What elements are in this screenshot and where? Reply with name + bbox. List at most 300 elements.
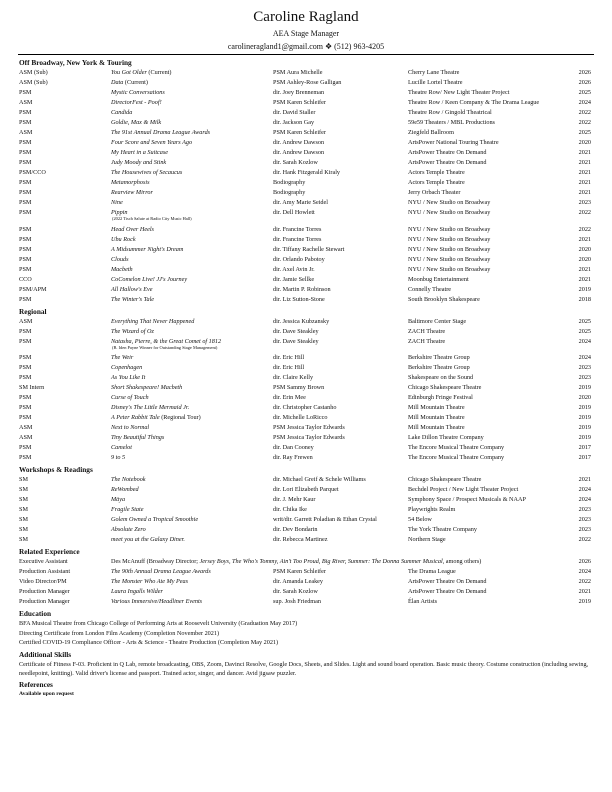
credit-title — [111, 317, 194, 327]
credit-director: dir. Liz Sutton-Stone — [273, 295, 325, 303]
credit-year: 2022 — [578, 119, 591, 126]
section-heading: Regional — [19, 306, 47, 316]
separator-icon: ❖ — [324, 42, 333, 51]
credit-year: 2023 — [578, 526, 591, 533]
credit-director: dir. Dell Howlett — [273, 209, 315, 216]
credit-venue: Actors Temple Theatre — [408, 179, 465, 186]
credit-year: 2023 — [578, 374, 591, 381]
credit-venue: Chicago Shakespeare Theatre — [408, 476, 482, 483]
related-title — [111, 567, 211, 577]
credit-section — [19, 306, 591, 464]
credit-director: Bodiography — [273, 189, 306, 196]
section-heading: Off Broadway, New York & Touring — [19, 58, 132, 67]
credit-venue: Bechdel Project / New Light Theater Project — [408, 486, 519, 493]
credit-year: 2025 — [578, 89, 591, 96]
credit-venue: Actors Temple Theatre — [408, 169, 465, 176]
credit-row — [19, 353, 591, 363]
credit-director: PSM Jessica Taylor Edwards — [273, 424, 345, 431]
title-note: (Current) — [146, 69, 172, 76]
credit-row — [19, 413, 591, 423]
credit-director: dir. Claire Kelly — [273, 374, 314, 381]
credit-venue: ArtsPower Theatre On Demand — [408, 159, 487, 166]
credit-year: 2020 — [578, 255, 591, 263]
credit-year: 2019 — [578, 285, 591, 293]
section-heading: Workshops & Readings — [19, 465, 93, 474]
credit-role: PSM — [19, 149, 32, 156]
phone-number: (512) 963-4205 — [334, 42, 385, 51]
credit-role: PSM — [19, 414, 32, 421]
credit-title — [111, 403, 189, 413]
show-title: 9 to 5 — [111, 454, 126, 461]
credit-row — [19, 475, 591, 485]
related-rows — [19, 567, 591, 607]
credit-director: dir. Joey Brenneman — [273, 89, 325, 96]
credit-venue: Connelly Theatre — [408, 285, 452, 293]
resume-name: Caroline Ragland — [253, 9, 359, 25]
credit-title — [111, 475, 146, 485]
credit-title — [111, 178, 150, 188]
show-title: Data — [111, 79, 124, 86]
credit-venue: Theatre Row/ New Light Theater Project — [408, 89, 510, 96]
related-detail: Des McAnuff (Broadway Director; Jersey Boys, The Who's Tommy, Ain't Too Proud, Big River, Summer: The Donna Summer Musical, among others) — [111, 558, 482, 565]
show-title: You Got Older — [111, 69, 147, 76]
credit-role: PSM — [19, 337, 32, 345]
credit-year: 2021 — [578, 149, 591, 156]
credit-director: Bodiography — [273, 179, 306, 186]
header-divider — [18, 54, 594, 55]
related-company: ArtsPower Theatre On Demand — [408, 588, 487, 595]
credit-year: 2026 — [578, 69, 591, 76]
credit-director: dir. Hank Fitzgerald Kiraly — [273, 169, 341, 176]
credit-director: dir. Jamie Sellke — [273, 275, 315, 283]
credit-title — [111, 453, 125, 463]
credit-role: SM Intern — [19, 384, 45, 391]
credit-venue: Mill Mountain Theatre — [408, 424, 465, 431]
show-title: Four Score and Seven Years Ago — [111, 139, 193, 146]
credit-row — [19, 158, 591, 168]
credit-director: PSM Karen Schleifer — [273, 99, 326, 106]
credit-title — [111, 255, 129, 265]
related-row — [19, 597, 591, 607]
credit-venue: Ziegfeld Ballroom — [408, 129, 454, 136]
credit-role: SM — [19, 516, 28, 523]
credit-row — [19, 225, 591, 235]
credit-venue: The York Theatre Company — [408, 526, 477, 533]
show-title: Goldie, Max & Milk — [111, 119, 162, 126]
credit-role: PSM — [19, 295, 32, 303]
show-title: Fragile State — [111, 506, 144, 513]
credit-year: 2019 — [578, 434, 591, 441]
credit-title — [111, 383, 182, 393]
credit-row — [19, 208, 591, 225]
credit-year: 2021 — [578, 189, 591, 196]
credit-venue: NYU / New Studio on Broadway — [408, 235, 491, 243]
credit-year: 2019 — [578, 424, 591, 431]
show-title: Disney's The Little Mermaid Jr. — [111, 404, 190, 411]
credit-row — [19, 138, 591, 148]
show-title: As You Like It — [111, 374, 146, 381]
credit-title — [111, 158, 166, 168]
credit-title — [111, 485, 139, 495]
credit-role: SM — [19, 536, 28, 543]
credit-role: SM — [19, 486, 28, 493]
credit-row — [19, 403, 591, 413]
credit-row — [19, 255, 591, 265]
show-title: Mystic Conversations — [111, 89, 165, 96]
credit-row — [19, 118, 591, 128]
credit-venue: Lake Dillon Theatre Company — [408, 434, 484, 441]
related-year: 2026 — [578, 558, 591, 565]
credit-role: SM — [19, 496, 28, 503]
credit-title — [111, 168, 182, 178]
credit-director: PSM Karen Schleifer — [273, 129, 326, 136]
credit-row — [19, 78, 591, 88]
credit-row — [19, 393, 591, 403]
section-heading: Related Experience — [19, 547, 80, 556]
show-title: My Heart in a Suitcase — [111, 149, 169, 156]
credit-venue: Berkshire Theatre Group — [408, 364, 470, 371]
credit-row — [19, 525, 591, 535]
credit-row — [19, 317, 591, 327]
credit-row — [19, 188, 591, 198]
credit-row — [19, 148, 591, 158]
related-supervisor: sup. Josh Friedman — [273, 598, 321, 605]
credit-year: 2025 — [578, 129, 591, 136]
credit-title — [111, 535, 185, 545]
credit-title — [111, 413, 201, 423]
credit-title — [111, 373, 145, 383]
credit-title — [111, 275, 187, 285]
credit-venue: Symphony Space / Prospect Musicals & NAAP — [408, 496, 526, 503]
credit-year: 2021 — [578, 179, 591, 186]
related-supervisor: PSM Karen Schleifer — [273, 568, 326, 575]
related-row — [19, 567, 591, 577]
credit-director: PSM Jessica Taylor Edwards — [273, 434, 345, 441]
credit-title — [111, 423, 149, 433]
credit-role: PSM — [19, 454, 32, 461]
credit-role: SM — [19, 526, 28, 533]
credit-year: 2022 — [578, 536, 591, 543]
credit-year: 2020 — [578, 139, 591, 146]
credit-title — [111, 148, 168, 158]
contact-line — [0, 42, 612, 51]
credit-title — [111, 295, 154, 305]
credit-director: dir. Lori Elizabeth Parquet — [273, 486, 339, 493]
credit-title — [111, 433, 164, 443]
credit-venue: Mill Mountain Theatre — [408, 414, 465, 421]
credit-year: 2021 — [578, 235, 591, 243]
credit-director: dir. Jessica Kubzansky — [273, 317, 330, 325]
credit-director: dir. Orlando Pabotoy — [273, 255, 325, 263]
credit-title — [111, 327, 154, 337]
related-show: Various Immersive/Headliner Events — [111, 598, 203, 605]
title-note: (Regional Tour) — [159, 414, 201, 421]
related-supervisor: dir. Sarah Kozlow — [273, 588, 318, 595]
related-experience-section — [19, 546, 591, 607]
credit-section — [19, 464, 591, 545]
credit-venue: ZACH Theatre — [408, 327, 446, 335]
credit-row — [19, 383, 591, 393]
credit-year: 2024 — [578, 486, 591, 493]
credit-row — [19, 505, 591, 515]
credit-venue: Berkshire Theatre Group — [408, 354, 470, 361]
credit-role: PSM — [19, 444, 32, 451]
references-text: Available upon request — [19, 690, 74, 697]
credit-director: dir. David Staller — [273, 109, 316, 116]
credit-role: ASM (Sub) — [19, 69, 48, 76]
credit-year: 2023 — [578, 516, 591, 523]
credit-row — [19, 373, 591, 383]
credit-year: 2021 — [578, 265, 591, 273]
credit-role: SM — [19, 476, 28, 483]
credit-director: dir. Rebecca Martinez — [273, 536, 328, 543]
credit-director: dir. Amy Marie Seidel — [273, 199, 328, 206]
education-section — [19, 608, 591, 648]
credit-role: PSM — [19, 225, 32, 233]
credit-venue: 59e59 Theaters / MBL Productions — [408, 119, 495, 126]
credit-role: PSM — [19, 255, 32, 263]
credit-title — [111, 353, 133, 363]
credit-venue: Northern Stage — [408, 536, 446, 543]
credit-venue: Theatre Row / Keen Company & The Drama League — [408, 99, 540, 106]
credit-title — [111, 505, 143, 515]
credit-director: dir. Sarah Kozlow — [273, 159, 318, 166]
related-title — [111, 597, 202, 607]
related-row — [19, 577, 591, 587]
credit-row — [19, 275, 591, 285]
credit-title — [111, 78, 148, 88]
related-row — [19, 587, 591, 597]
credit-year: 2024 — [578, 337, 591, 345]
credit-year: 2022 — [578, 109, 591, 116]
credit-row — [19, 88, 591, 98]
credit-year: 2019 — [578, 414, 591, 421]
credit-year: 2019 — [578, 384, 591, 391]
related-year: 2019 — [578, 598, 591, 605]
credit-director: dir. Axel Avin Jr. — [273, 265, 315, 273]
credit-director: dir. Jackson Gay — [273, 119, 315, 126]
related-role: Video Director/PM — [19, 578, 67, 585]
related-role: Production Manager — [19, 598, 70, 605]
credit-year: 2023 — [578, 364, 591, 371]
credit-venue: NYU / New Studio on Broadway — [408, 225, 491, 233]
credit-director: dir. Ray Frewen — [273, 454, 313, 461]
skills-section — [19, 649, 591, 678]
credit-row — [19, 168, 591, 178]
credit-title — [111, 138, 192, 148]
show-title: Judy Moody and Stink — [111, 159, 167, 166]
credit-director: dir. Andrew Dawson — [273, 149, 325, 156]
credit-director: dir. Michael Greif & Schele Williams — [273, 476, 366, 483]
credit-year: 2026 — [578, 79, 591, 86]
show-title: Golem Owned a Tropical Smoothie — [111, 516, 199, 523]
credit-title — [111, 495, 125, 505]
related-company: ArtsPower Theatre On Demand — [408, 578, 487, 585]
credit-row — [19, 68, 591, 78]
resume-subtitle: AEA Stage Manager — [272, 29, 340, 38]
credit-title — [111, 525, 146, 535]
show-title: Curse of Touch — [111, 394, 149, 401]
title-note: (Current) — [123, 79, 148, 86]
credit-role: ASM — [19, 129, 33, 136]
credit-role: PSM — [19, 139, 32, 146]
credit-title — [111, 118, 161, 128]
show-title: Head Over Heels — [111, 225, 154, 233]
show-title: Short Shakespeare! Macbeth — [111, 384, 183, 391]
credit-year: 2019 — [578, 404, 591, 411]
credit-year: 2025 — [578, 327, 591, 335]
credit-year: 2024 — [578, 496, 591, 503]
show-title: The Weir — [111, 354, 134, 361]
credit-row — [19, 108, 591, 118]
credit-year: 2023 — [578, 506, 591, 513]
credit-title — [111, 188, 153, 198]
credit-award-note: (2022 Tisch Salute at Radio City Music Hall) — [112, 216, 192, 221]
show-title: The Winter's Tale — [111, 295, 155, 303]
credit-director: dir. Dave Steakley — [273, 337, 319, 345]
credit-year: 2021 — [578, 169, 591, 176]
credit-row — [19, 535, 591, 545]
credit-venue: The Encore Musical Theatre Company — [408, 444, 505, 451]
show-title: Copenhagen — [111, 364, 143, 371]
credit-venue: Edinburgh Fringe Festival — [408, 394, 473, 401]
credit-venue: Moonbug Entertainment — [408, 275, 469, 283]
credit-director: dir. Erin Mee — [273, 394, 306, 401]
show-title: ReWombed — [111, 486, 139, 493]
credit-award-note: (B. Iden Payne Winner for Outstanding Stage Management) — [112, 344, 218, 350]
show-title: Rearview Mirror — [111, 189, 153, 196]
show-title: meet you at the Galaxy Diner. — [111, 536, 185, 543]
credit-row — [19, 337, 591, 354]
credit-director: dir. Dev Bondarin — [273, 526, 318, 533]
credit-role: PSM — [19, 159, 32, 166]
credit-row — [19, 443, 591, 453]
credit-year: 2021 — [578, 476, 591, 483]
credit-role: PSM — [19, 109, 32, 116]
show-title: Absolute Zero — [111, 526, 146, 533]
credit-title — [111, 363, 142, 373]
email-link[interactable]: carolineragland1@gmail.com — [227, 42, 323, 51]
credit-row — [19, 178, 591, 188]
credit-role: PSM — [19, 364, 32, 371]
credit-section — [19, 57, 591, 305]
show-title: DirectorFest - Poof! — [111, 99, 162, 106]
credit-venue: South Brooklyn Shakespeare — [408, 295, 480, 303]
credit-director: PSM Sammy Brown — [273, 384, 325, 391]
credit-year: 2023 — [578, 199, 591, 206]
credit-title — [111, 515, 198, 525]
credit-title — [111, 245, 183, 255]
credit-venue: NYU / New Studio on Broadway — [408, 245, 491, 253]
credit-year: 2018 — [578, 295, 591, 303]
credit-venue: Theatre Row / Gingold Theatrical — [408, 109, 492, 116]
credit-role: PSM — [19, 189, 32, 196]
credit-year: 2020 — [578, 394, 591, 401]
credit-role: PSM — [19, 209, 32, 216]
credit-year: 2024 — [578, 354, 591, 361]
credit-venue: Cherry Lane Theatre — [408, 69, 460, 76]
show-title: The Wizard of Oz — [111, 327, 154, 335]
credit-role: PSM — [19, 374, 32, 381]
show-title: Māya — [111, 496, 126, 503]
credit-director: dir. Andrew Dawson — [273, 139, 325, 146]
related-row — [19, 557, 591, 567]
credit-role: PSM — [19, 265, 32, 273]
credit-year: 2022 — [578, 209, 591, 216]
education-line: BFA Musical Theatre from Chicago College of Performing Arts at Roosevelt University (Graduation May 2017) — [19, 620, 298, 627]
credit-role: PSM — [19, 199, 32, 206]
credit-row — [19, 265, 591, 275]
credit-director: PSM Aura Michelle — [273, 69, 323, 76]
show-title: Natasha, Pierre, & the Great Comet of 1812 — [111, 337, 222, 345]
credit-title — [111, 225, 154, 235]
show-title: The Notebook — [111, 476, 146, 483]
section-heading: Additional Skills — [19, 649, 72, 659]
credit-venue: Chicago Shakespeare Theatre — [408, 384, 482, 391]
credit-venue: Lucille Lortel Theatre — [408, 79, 463, 86]
credit-role: CCO — [19, 275, 32, 283]
credit-title — [111, 68, 171, 78]
credit-director: PSM Ashley-Rose Galligan — [273, 79, 342, 86]
credit-venue: NYU / New Studio on Broadway — [408, 199, 491, 206]
credit-row — [19, 515, 591, 525]
credit-role: ASM — [19, 424, 33, 431]
related-year: 2021 — [578, 588, 591, 595]
credit-role: PSM — [19, 327, 32, 335]
credit-title — [111, 108, 132, 118]
credit-venue: NYU / New Studio on Broadway — [408, 265, 491, 273]
credit-director: dir. Francine Torres — [273, 235, 322, 243]
credit-row — [19, 495, 591, 505]
show-title: A Peter Rabbit Tale — [111, 414, 160, 421]
credit-role: ASM — [19, 317, 33, 325]
credit-venue: Playwrights Realm — [408, 506, 456, 513]
related-company: Élan Artists — [408, 598, 438, 605]
credit-venue: ZACH Theatre — [408, 337, 446, 345]
related-title — [111, 587, 163, 597]
credit-year: 2017 — [578, 454, 591, 461]
education-line: Certified COVID-19 Compliance Officer - Arts & Science - Theatre Production (Completion May 2021) — [19, 639, 279, 646]
credit-title — [111, 443, 132, 453]
credit-venue: Baltimore Center Stage — [408, 317, 467, 325]
related-show: The Monster Who Ate My Peas — [111, 578, 189, 585]
credit-venue: 54 Below — [408, 516, 432, 523]
credit-venue: NYU / New Studio on Broadway — [408, 255, 491, 263]
show-title: Ubu Rock — [111, 235, 136, 243]
skills-text: Certificate of Fitness F-03. Proficient in Q Lab, remote broadcasting, OBS, Zoom, Davinci Resolve, Google Docs, Sheets, and Slides. Light and sound board operation. Basic music theory. Costume construction (including sewing, needlepoint, knitting). Valid driver's license and passport. Trained actor, singer, and dancer. Avid jigsaw puzzler. — [19, 660, 589, 677]
credit-role: ASM — [19, 434, 33, 441]
show-title: Everything That Never Happened — [111, 317, 195, 325]
credit-venue: Mill Mountain Theatre — [408, 404, 465, 411]
credit-director: dir. Eric Hill — [273, 364, 305, 371]
credit-director: dir. Michelle LoRicco — [273, 414, 328, 421]
related-role: Production Manager — [19, 588, 70, 595]
credit-role: SM — [19, 506, 28, 513]
credit-director: dir. Francine Torres — [273, 225, 322, 233]
credit-row — [19, 453, 591, 463]
credit-role: PSM — [19, 245, 32, 253]
credit-year: 2021 — [578, 159, 591, 166]
credit-year: 2025 — [578, 317, 591, 325]
show-title: The 91st Annual Drama League Awards — [111, 129, 211, 136]
credit-row — [19, 327, 591, 337]
show-title: Next to Normal — [111, 424, 150, 431]
show-title: Pippin — [111, 209, 128, 216]
related-show: Laura Ingalls Wilder — [111, 588, 163, 595]
credit-title — [111, 88, 165, 98]
credit-title — [111, 198, 123, 208]
credit-venue: The Encore Musical Theatre Company — [408, 454, 505, 461]
